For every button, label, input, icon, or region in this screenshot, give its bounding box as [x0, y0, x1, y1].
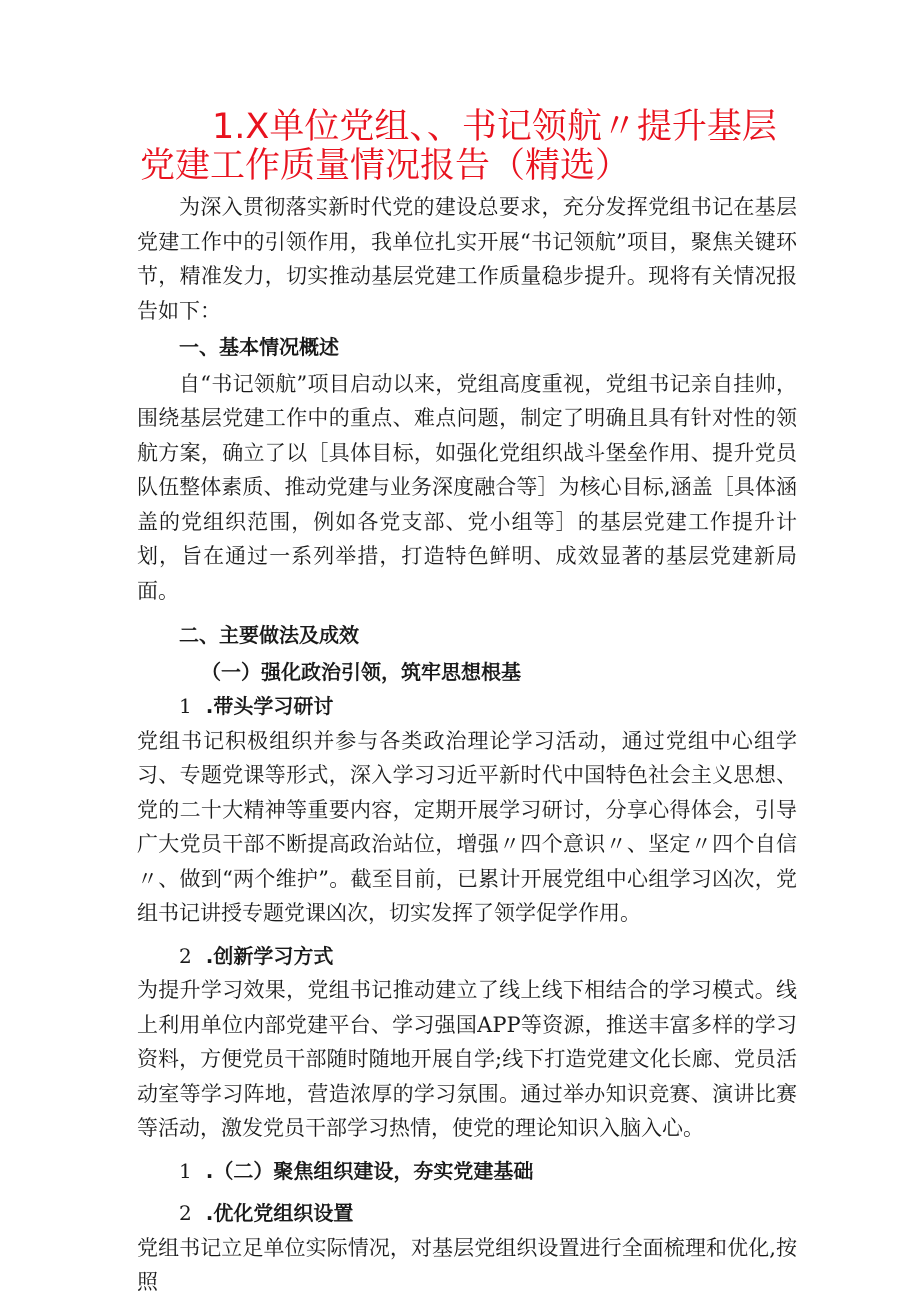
subsection-2-number: 1: [179, 1158, 192, 1183]
item-3-number: 2: [179, 1201, 192, 1225]
item-1-heading: [137, 689, 797, 724]
subsection-2-title: .（二）聚焦组织建设，夯实党建基础: [205, 1158, 534, 1183]
item-3-heading: [137, 1196, 797, 1231]
intro-paragraph: 为深入贯彻落实新时代党的建设总要求，充分发挥党组书记在基层党建工作中的引领作用，我单位扎实开展“书记领航”项目，聚焦关键环节，精准发力，切实推动基层党建工作质量稳步提升。现将有关情况报告如下：: [137, 195, 797, 323]
item-2-title: .创新学习方式: [205, 943, 334, 968]
subsection-2-heading: [137, 1154, 797, 1189]
section-1-heading: 一、基本情况概述: [179, 335, 339, 359]
item-2-paragraph: 为提升学习效果，党组书记推动建立了线上线下相结合的学习模式。线上利用单位内部党建平台、学习强国APP等资源，推送丰富多样的学习资料，方便党员干部随时随地开展自学;线下打造党建文化长廊、党员活动室等学习阵地，营造浓厚的学习氛围。通过举办知识竞赛、演讲比赛等活动，激发党员干部学习热情，使党的理论知识入脑入心。: [137, 978, 797, 1140]
subsection-1-heading: （一）强化政治引领，筑牢思想根基: [201, 659, 521, 684]
section-1-paragraph: 自“书记领航”项目启动以来，党组高度重视，党组书记亲自挂帅，围绕基层党建工作中的重点、难点问题，制定了明确且具有针对性的领航方案，确立了以［具体目标，如强化党组织战斗堡垒作用、提升党员队伍整体素质、推动党建与业务深度融合等］为核心目标,涵盖［具体涵盖的党组织范围，例如各党支部、党小组等］的基层党建工作提升计划，旨在通过一系列举措，打造特色鲜明、成效显著的基层党建新局面。: [137, 371, 797, 603]
document-body: [137, 190, 797, 1300]
title-line-2: 党建工作质量情况报告（精选）: [140, 146, 631, 186]
item-2-heading: [137, 939, 797, 974]
item-1-title: .带头学习研讨: [205, 694, 334, 718]
item-2-number: 2: [179, 943, 192, 968]
section-2-heading: 二、主要做法及成效: [179, 623, 359, 647]
item-1-paragraph: 党组书记积极组织并参与各类政治理论学习活动，通过党组中心组学习、专题党课等形式，深入学习习近平新时代中国特色社会主义思想、党的二十大精神等重要内容，定期开展学习研讨，分享心得体会，引导广大党员干部不断提高政治站位，增强〃四个意识〃、坚定〃四个自信〃、做到“两个维护”。截至目前，已累计开展党组中心组学习凶次，党组书记讲授专题党课凶次，切实发挥了领学促学作用。: [137, 728, 797, 925]
item-3-paragraph: 党组书记立足单位实际情况，对基层党组织设置进行全面梳理和优化,按照: [137, 1235, 797, 1294]
item-1-number: 1: [179, 694, 192, 718]
title-line-1: 1.X单位党组、、书记领航〃提升基层: [212, 107, 777, 147]
document-title: [140, 108, 800, 186]
item-3-title: .优化党组织设置: [205, 1201, 354, 1225]
